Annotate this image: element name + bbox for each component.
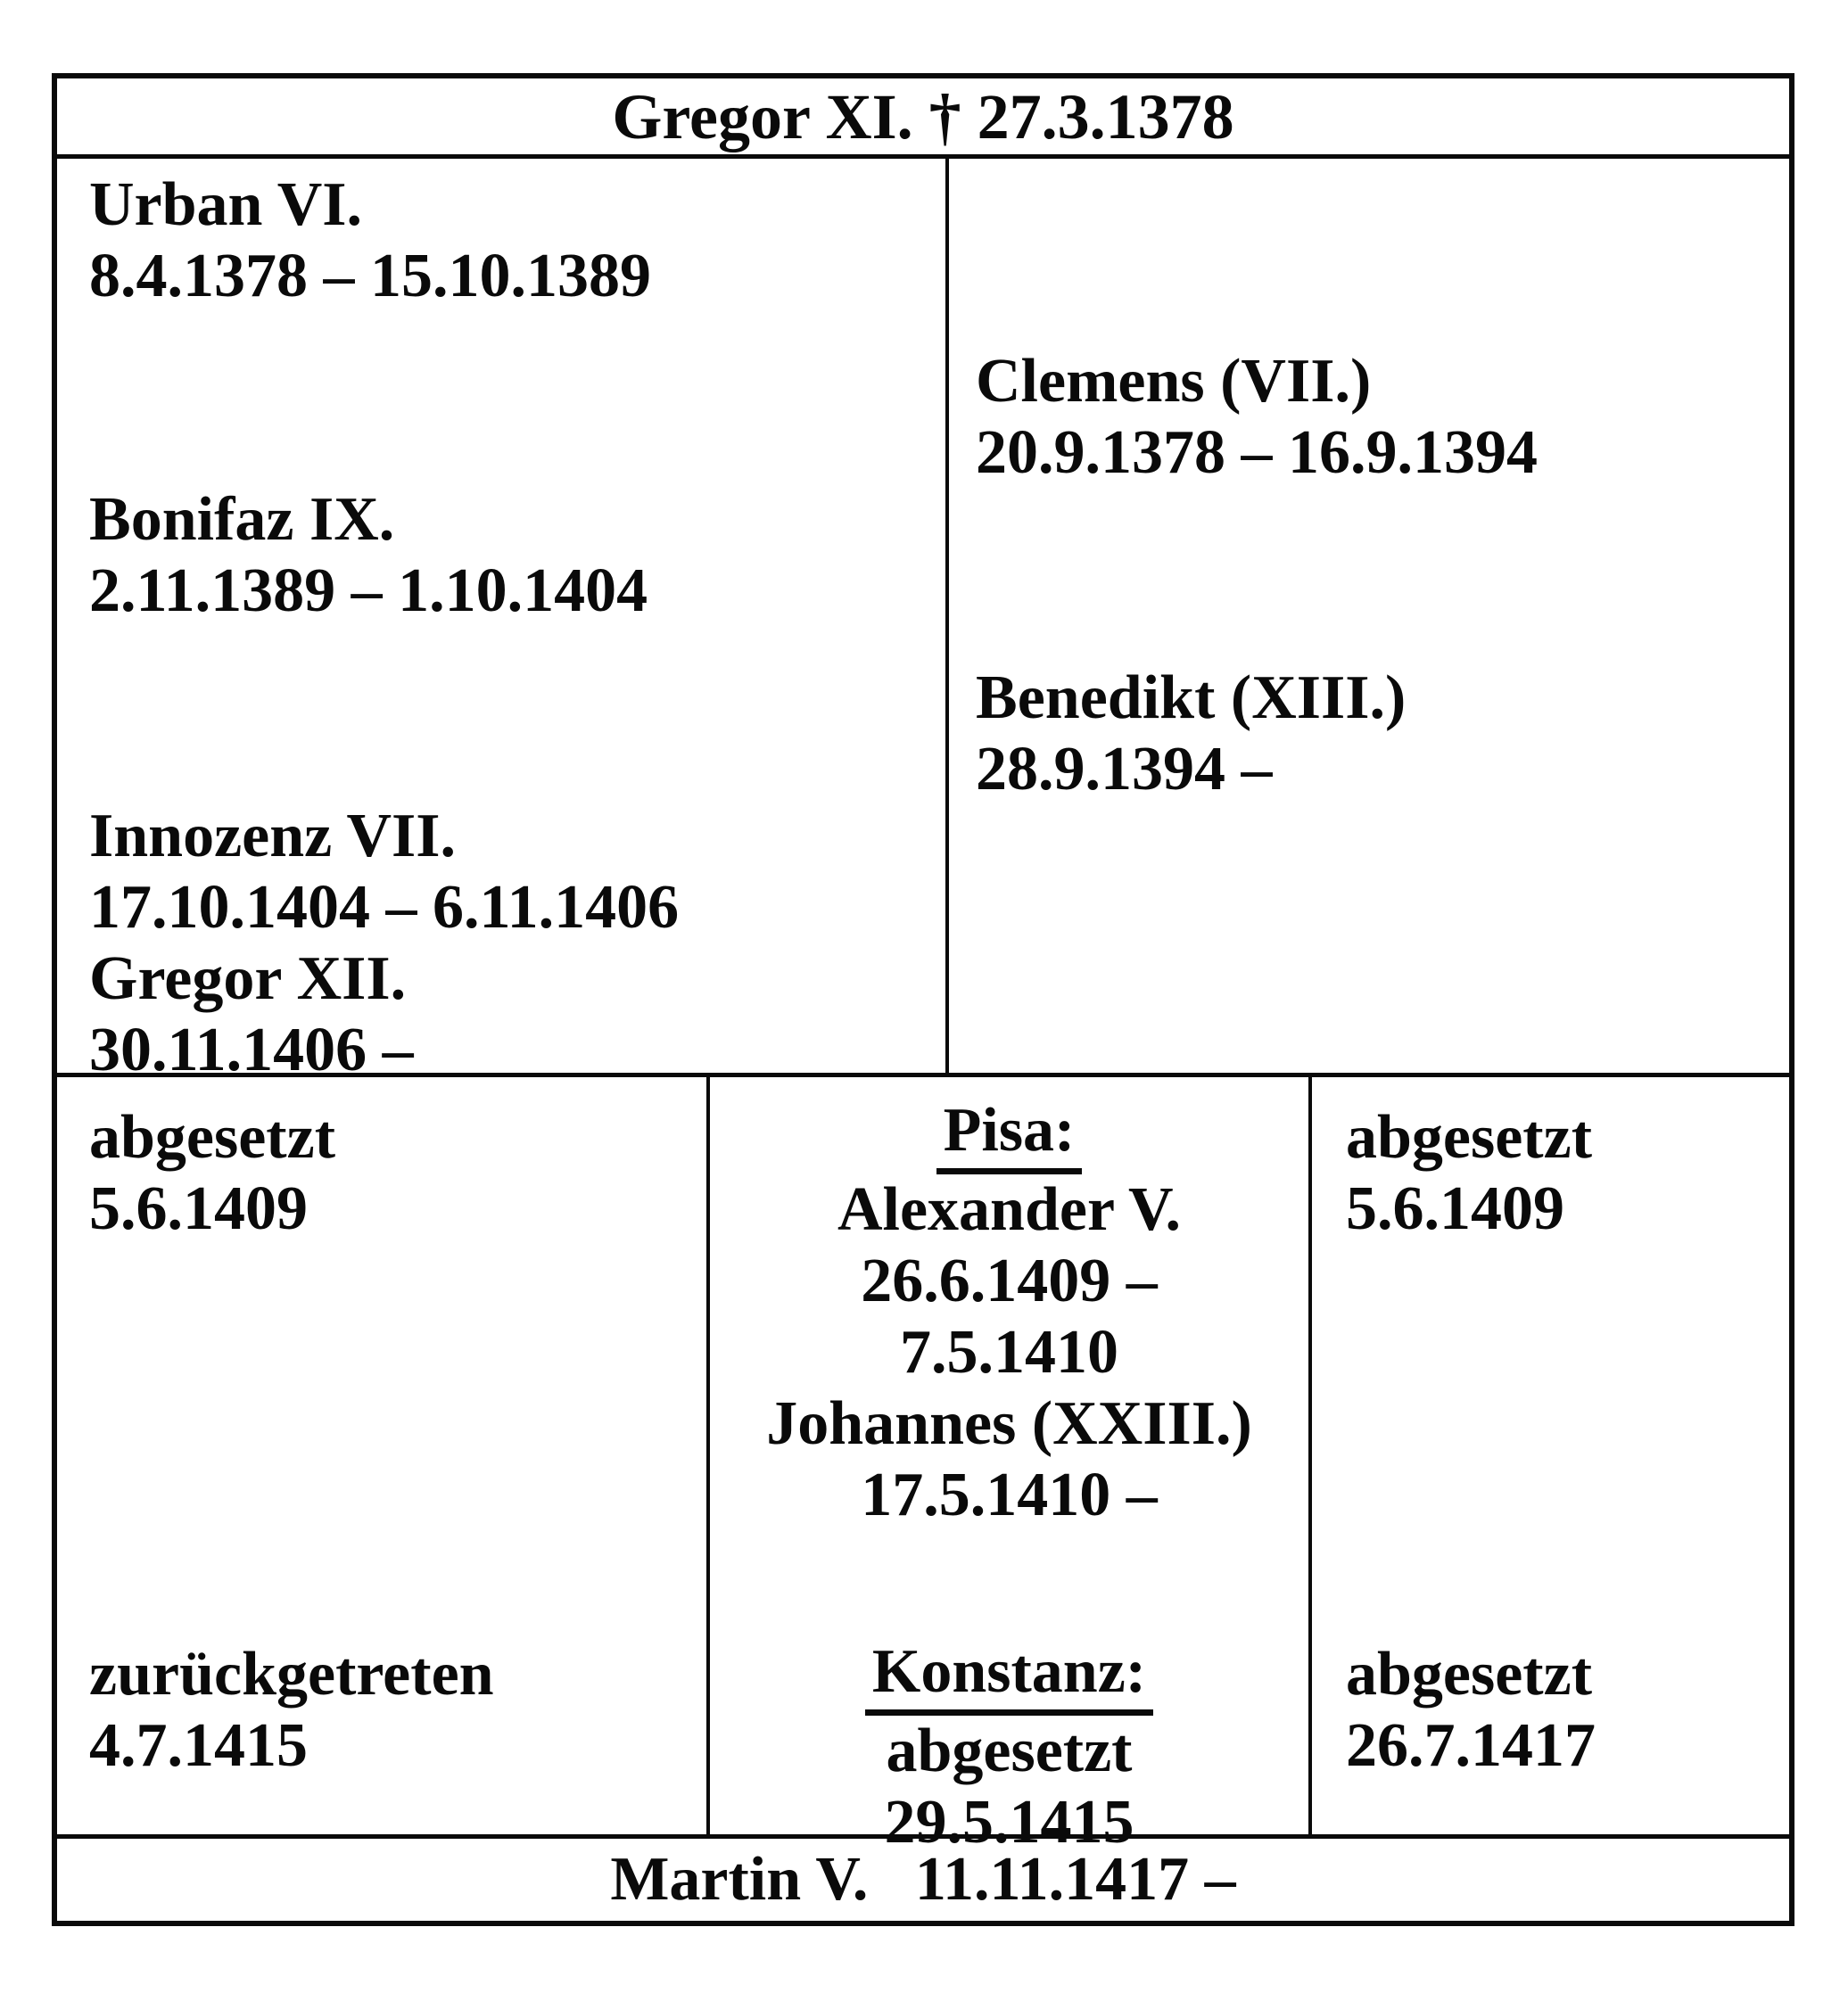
status-entry-deposed	[89, 1102, 697, 1245]
gregor-xii-status-cell	[57, 1077, 710, 1834]
pope-dates: 17.10.1404 – 6.11.1406	[89, 873, 680, 942]
pope-name: Johannes (XXIII.)	[766, 1389, 1252, 1458]
pope-dates: 28.9.1394 –	[976, 735, 1273, 803]
pope-entry-clemens-vii	[976, 346, 1780, 489]
konstanz-heading: Konstanz:	[865, 1636, 1153, 1716]
obedience-row	[57, 159, 1789, 1084]
pope-entry-bonifaz-ix	[89, 484, 928, 627]
pope-dates: 20.9.1378 – 16.9.1394	[976, 418, 1538, 487]
rome-obedience-cell	[57, 159, 949, 1084]
konstanz-heading-line	[715, 1636, 1303, 1716]
status-entry-deposed-1409	[1346, 1102, 1780, 1245]
pope-entry-innozenz-vii	[89, 801, 928, 943]
pisa-konstanz-cell	[710, 1077, 1312, 1857]
pope-dates: 17.5.1410 –	[861, 1461, 1158, 1529]
schism-table	[52, 73, 1794, 1926]
pope-dates: 7.5.1410	[900, 1318, 1118, 1387]
pope-entry-urban-vi	[89, 169, 928, 312]
status-date: 26.7.1417	[1346, 1711, 1596, 1780]
status-label: abgesetzt	[1346, 1640, 1593, 1709]
gregor-xi-title: Gregor XI. † 27.3.1378	[612, 80, 1234, 152]
pope-name: Bonifaz IX.	[89, 485, 395, 554]
status-label: abgesetzt	[886, 1717, 1133, 1785]
status-entry-deposed-1417	[1346, 1639, 1780, 1782]
pope-entry-benedikt-xiii	[976, 663, 1780, 805]
pope-name: Innozenz VII.	[89, 802, 457, 870]
pope-dates: 30.11.1406 –	[89, 1016, 414, 1084]
avignon-obedience-cell	[949, 159, 1789, 1073]
pisa-section	[715, 1095, 1303, 1531]
pope-name: Urban VI.	[89, 170, 363, 239]
pisa-heading: Pisa:	[936, 1095, 1083, 1174]
benedikt-xiii-status-cell	[1312, 1077, 1789, 1834]
status-entry-resigned	[89, 1639, 697, 1782]
status-date: 5.6.1409	[1346, 1174, 1564, 1243]
pope-dates: 26.6.1409 –	[861, 1247, 1158, 1315]
header-row	[57, 78, 1789, 159]
pope-entry-gregor-xii	[89, 943, 928, 1086]
pope-name: Benedikt (XIII.)	[976, 663, 1407, 732]
konstanz-section	[715, 1636, 1303, 1858]
pope-dates: 2.11.1389 – 1.10.1404	[89, 556, 648, 625]
status-label: zurückgetreten	[89, 1640, 494, 1709]
martin-v-text: Martin V. 11.11.1417 –	[610, 1845, 1236, 1914]
status-date: 4.7.1415	[89, 1711, 308, 1780]
status-date: 29.5.1415	[884, 1788, 1134, 1857]
status-label: abgesetzt	[1346, 1103, 1593, 1172]
pope-name: Clemens (VII.)	[976, 347, 1372, 416]
pope-dates: 8.4.1378 – 15.10.1389	[89, 242, 651, 310]
pope-name: Alexander V.	[837, 1175, 1182, 1244]
pope-name: Gregor XII.	[89, 944, 407, 1013]
deposition-row	[57, 1077, 1789, 1857]
martin-v-row	[57, 1839, 1789, 1921]
status-date: 5.6.1409	[89, 1174, 308, 1243]
pisa-heading-line	[715, 1095, 1303, 1174]
status-label: abgesetzt	[89, 1103, 336, 1172]
